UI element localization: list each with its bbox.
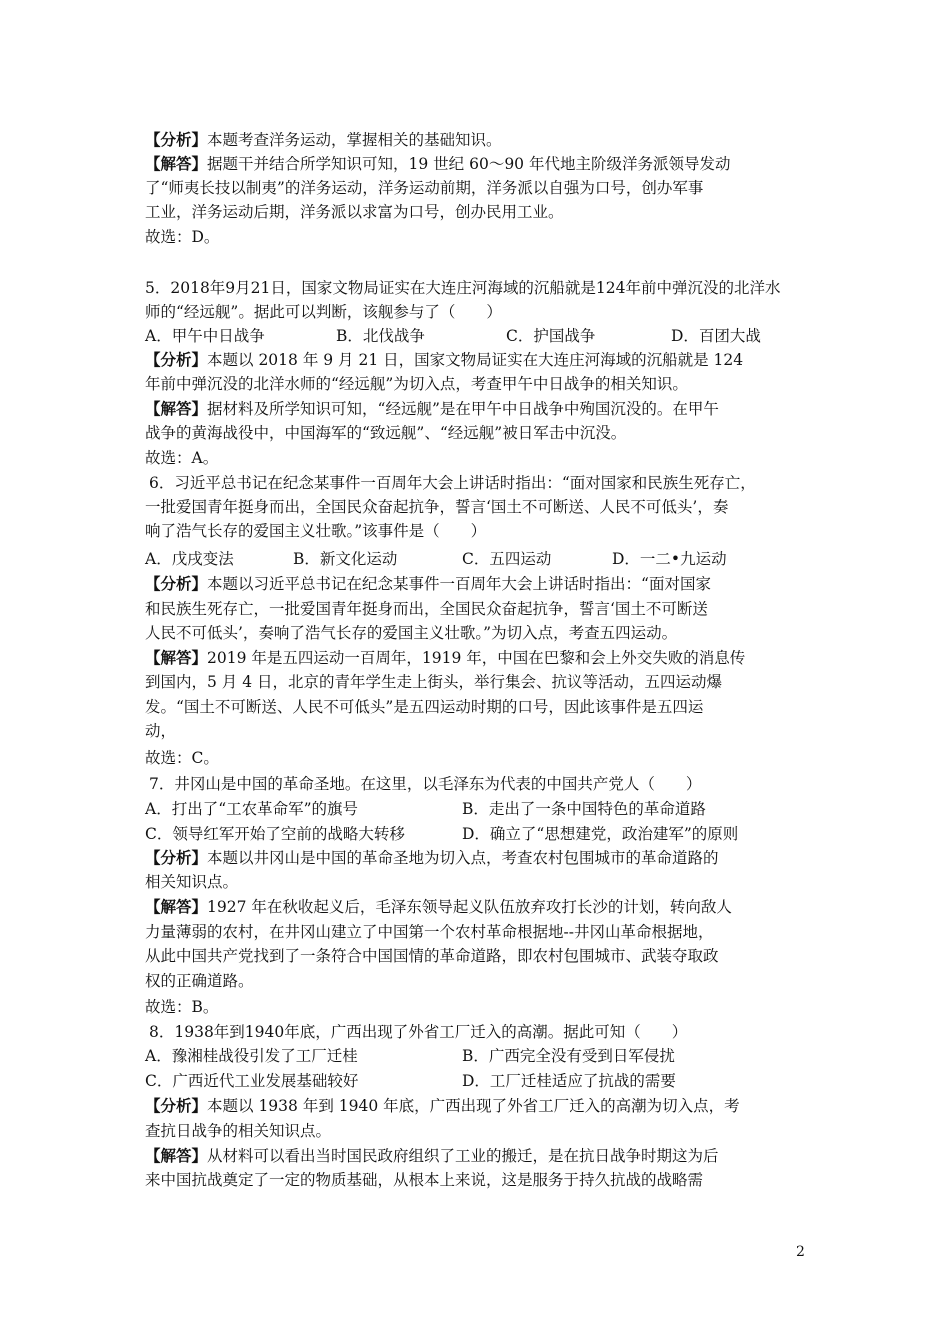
q6-stem: 响了浩气长存的爱国主义壮歌。”该事件是（ ） (145, 522, 487, 540)
q5-option-b: B．北伐战争 (336, 327, 425, 345)
page-number: 2 (796, 1244, 805, 1260)
q7-stem: 7．井冈山是中国的革命圣地。在这里，以毛泽东为代表的中国共产党人（ ） (149, 775, 702, 793)
q4-answer-line: 了“师夷长技以制夷”的洋务运动，洋务运动前期，洋务派以自强为口号，创办军事 (145, 179, 704, 197)
q7-answer: 【解答】1927 年在秋收起义后，毛泽东领导起义队伍放弃攻打长沙的计划，转向敌人 (145, 897, 732, 916)
q8-option-c: C．广西近代工业发展基础较好 (145, 1072, 359, 1090)
q5-choice: 故选：A。 (145, 449, 219, 467)
q7-answer-line: 权的正确道路。 (145, 972, 254, 990)
q6-answer-line: 发。“国土不可断送、人民不可低头”是五四运动时期的口号，因此该事件是五四运 (145, 698, 704, 716)
q6-stem: 一批爱国青年挺身而出，全国民众奋起抗争，誓言‘国土不可断送、人民不可低头’，奏 (145, 498, 729, 516)
q7-option-c: C．领导红军开始了空前的战略大转移 (145, 825, 405, 843)
q8-answer: 【解答】从材料可以看出当时国民政府组织了工业的搬迁，是在抗日战争时期这为后 (145, 1146, 719, 1165)
q5-answer: 【解答】据材料及所学知识可知，“经远舰”是在甲午中日战争中殉国沉没的。在甲午 (145, 399, 719, 418)
q4-answer: 【解答】据题干并结合所学知识可知，19 世纪 60～90 年代地主阶级洋务派领导发动 (145, 154, 731, 173)
q7-option-a: A．打出了“工农革命军”的旗号 (145, 800, 359, 818)
q8-analysis-line: 查抗日战争的相关知识点。 (145, 1122, 332, 1140)
q5-option-a: A．甲午中日战争 (145, 327, 265, 345)
q6-choice: 故选：C。 (145, 749, 219, 767)
q4-analysis: 【分析】本题考查洋务运动，掌握相关的基础知识。 (145, 130, 502, 149)
q6-option-b: B．新文化运动 (293, 550, 398, 568)
q7-analysis-line: 相关知识点。 (145, 873, 239, 891)
q6-option-a: A．戊戌变法 (145, 550, 234, 568)
q8-option-a: A．豫湘桂战役引发了工厂迁桂 (145, 1047, 358, 1065)
q6-option-c: C．五四运动 (462, 550, 552, 568)
q5-option-d: D．百团大战 (671, 327, 761, 345)
q8-option-b: B．广西完全没有受到日军侵扰 (462, 1047, 675, 1065)
q6-answer-line: 动， (145, 722, 177, 740)
q6-answer-line: 到国内，5 月 4 日，北京的青年学生走上街头，举行集会、抗议等活动，五四运动爆 (145, 673, 723, 691)
q6-stem: 6．习近平总书记在纪念某事件一百周年大会上讲话时指出：“面对国家和民族生死存亡， (149, 474, 756, 492)
q5-option-c: C．护国战争 (506, 327, 596, 345)
q6-analysis: 【分析】本题以习近平总书记在纪念某事件一百周年大会上讲话时指出：“面对国家 (145, 574, 711, 593)
q7-option-d: D．确立了“思想建党，政治建军”的原则 (462, 825, 739, 843)
q4-answer-line: 工业，洋务运动后期，洋务派以求富为口号，创办民用工业。 (145, 203, 564, 221)
q7-analysis: 【分析】本题以井冈山是中国的革命圣地为切入点，考查农村包围城市的革命道路的 (145, 848, 719, 867)
q5-stem: 5．2018年9月21日，国家文物局证实在大连庄河海域的沉船就是124年前中弹沉没的北洋水 (145, 279, 781, 297)
q7-answer-line: 从此中国共产党找到了一条符合中国国情的革命道路，即农村包围城市、武装夺取政 (145, 947, 719, 965)
q5-analysis-line: 年前中弹沉没的北洋水师的“经远舰”为切入点，考查甲午中日战争的相关知识。 (145, 375, 688, 393)
q4-choice: 故选：D。 (145, 228, 220, 246)
q6-analysis-line: 人民不可低头’，奏响了浩气长存的爱国主义壮歌。”为切入点，考查五四运动。 (145, 624, 678, 642)
q8-analysis: 【分析】本题以 1938 年到 1940 年底，广西出现了外省工厂迁入的高潮为切入点，考 (145, 1096, 740, 1115)
q5-answer-line: 战争的黄海战役中，中国海军的“致远舰”、“经远舰”被日军击中沉没。 (145, 424, 627, 442)
q8-stem: 8．1938年到1940年底，广西出现了外省工厂迁入的高潮。据此可知（ ） (149, 1023, 688, 1041)
q7-answer-line: 力量薄弱的农村，在井冈山建立了中国第一个农村革命根据地--井冈山革命根据地， (145, 923, 714, 941)
q6-answer: 【解答】2019 年是五四运动一百周年，1919 年，中国在巴黎和会上外交失败的消息传 (145, 648, 746, 667)
q5-stem: 师的“经远舰”。据此可以判断，该舰参与了（ ） (145, 303, 502, 321)
q6-analysis-line: 和民族生死存亡，一批爱国青年挺身而出，全国民众奋起抗争，誓言‘国土不可断送 (145, 600, 708, 618)
q8-option-d: D．工厂迁桂适应了抗战的需要 (462, 1072, 676, 1090)
q6-option-d: D．一二•九运动 (612, 550, 727, 568)
q5-analysis: 【分析】本题以 2018 年 9 月 21 日，国家文物局证实在大连庄河海域的沉船就是 124 (145, 350, 744, 369)
q8-answer-line: 来中国抗战奠定了一定的物质基础，从根本上来说，这是服务于持久抗战的战略需 (145, 1171, 704, 1189)
q7-choice: 故选：B。 (145, 998, 219, 1016)
q7-option-b: B．走出了一条中国特色的革命道路 (462, 800, 706, 818)
